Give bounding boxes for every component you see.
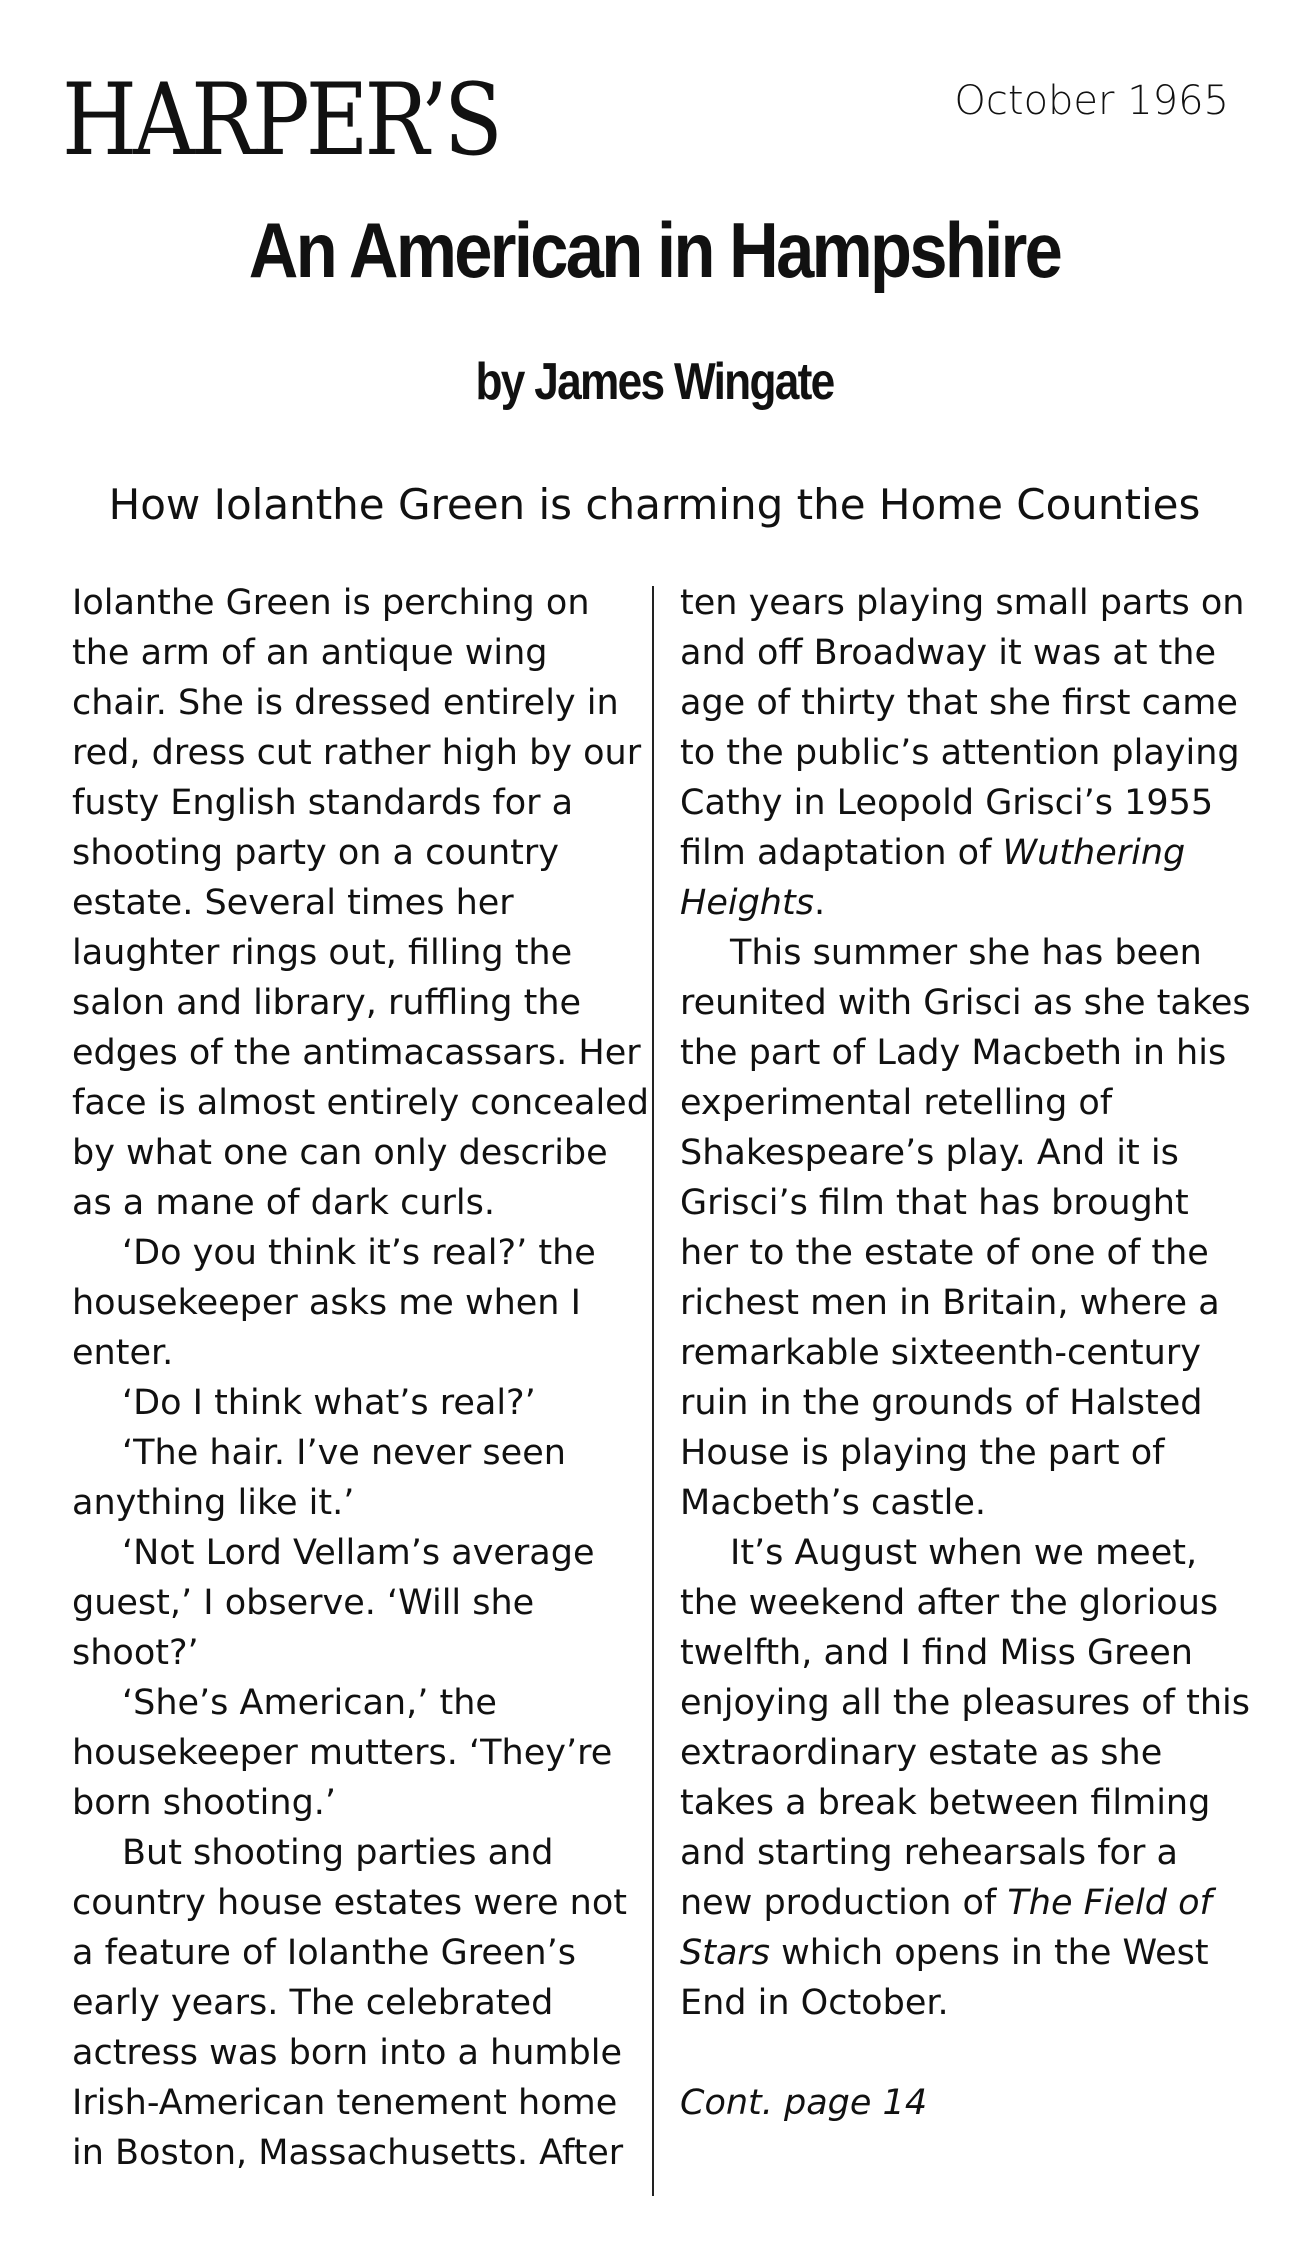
text-line: the arm of an antique wing	[72, 633, 548, 673]
text-line: laughter rings out, filling the	[72, 933, 573, 973]
text-line: red, dress cut rather high by our	[72, 733, 642, 773]
issue-date: October 1965	[954, 78, 1229, 124]
text-line: housekeeper asks me when I	[72, 1283, 581, 1323]
text-line: her to the estate of one of the	[680, 1233, 1209, 1273]
text-line: richest men in Britain, where a	[680, 1283, 1220, 1323]
play-title-italic: The Field of	[1007, 1883, 1212, 1923]
text-line: edges of the antimacassars. Her	[72, 1033, 641, 1073]
text-line: It’s August when we meet,	[730, 1533, 1198, 1573]
text-line: and off Broadway it was at the	[680, 633, 1216, 673]
text-line: reunited with Grisci as she takes	[680, 983, 1251, 1023]
text-line: the part of Lady Macbeth in his	[680, 1033, 1227, 1073]
text-line: estate. Several times her	[72, 883, 514, 923]
text-line: twelfth, and I find Miss Green	[680, 1633, 1193, 1673]
text-line: Grisci’s film that has brought	[680, 1183, 1189, 1223]
text-line: House is playing the part of	[680, 1433, 1165, 1473]
text-line: age of thirty that she first came	[680, 683, 1238, 723]
article-byline: by James Wingate	[475, 353, 834, 411]
text-line	[680, 878, 1240, 928]
text-segment: .	[813, 883, 826, 923]
text-line: the weekend after the glorious	[680, 1583, 1219, 1623]
film-title-italic: Heights	[680, 883, 814, 923]
text-line: End in October.	[680, 1983, 949, 2023]
text-line	[680, 1878, 1240, 1928]
text-line: remarkable sixteenth-century	[680, 1333, 1201, 1373]
text-line: ruin in the grounds of Halsted	[680, 1383, 1203, 1423]
text-segment: which opens in the West	[770, 1933, 1209, 1973]
magazine-logo	[62, 44, 499, 179]
text-line: a feature of Iolanthe Green’s	[72, 1933, 576, 1973]
text-line: housekeeper mutters. ‘They’re	[72, 1733, 613, 1773]
text-line: Shakespeare’s play. And it is	[680, 1133, 1179, 1173]
text-line: ‘Do I think what’s real?’	[122, 1383, 536, 1423]
text-line: chair. She is dressed entirely in	[72, 683, 619, 723]
text-line: fusty English standards for a	[72, 783, 574, 823]
column-divider	[652, 586, 654, 2196]
text-line: This summer she has been	[730, 933, 1202, 973]
text-line: actress was born into a humble	[72, 2033, 622, 2073]
text-line: country house estates were not	[72, 1883, 627, 1923]
text-line: shoot?’	[72, 1633, 199, 1673]
play-title-italic: Stars	[680, 1933, 771, 1973]
continued-note: Cont. page 14	[680, 2083, 928, 2123]
text-line: in Boston, Massachusetts. After	[72, 2133, 624, 2173]
text-line: ‘Do you think it’s real?’ the	[122, 1233, 596, 1273]
film-title-italic: Wuthering	[1002, 833, 1186, 873]
article-headline: An American in Hampshire	[248, 206, 1061, 294]
text-line: early years. The celebrated	[72, 1983, 554, 2023]
text-line	[680, 1928, 1240, 1978]
text-line: face is almost entirely concealed	[72, 1083, 649, 1123]
text-line: anything like it.’	[72, 1483, 355, 1523]
text-line: Cathy in Leopold Grisci’s 1955	[680, 783, 1214, 823]
text-line: born shooting.’	[72, 1783, 337, 1823]
left-column	[72, 578, 649, 2178]
text-line: ‘Not Lord Vellam’s average	[122, 1533, 595, 1573]
article-subtitle: How Iolanthe Green is charming the Home Counties	[108, 480, 1201, 529]
text-line: experimental retelling of	[680, 1083, 1113, 1123]
text-line	[680, 828, 1240, 878]
paragraph-gap	[680, 2028, 1240, 2078]
text-line: ‘She’s American,’ the	[122, 1683, 497, 1723]
text-line: ‘The hair. I’ve never seen	[122, 1433, 566, 1473]
text-line: extraordinary estate as she	[680, 1733, 1163, 1773]
text-line: guest,’ I observe. ‘Will she	[72, 1583, 535, 1623]
text-line: enter.	[72, 1333, 174, 1373]
text-line: Irish-American tenement home	[72, 2083, 618, 2123]
text-line: salon and library, ruffling the	[72, 983, 582, 1023]
text-line: takes a break between filming	[680, 1783, 1211, 1823]
text-line: as a mane of dark curls.	[72, 1183, 495, 1223]
text-segment: film adaptation of	[680, 833, 1003, 873]
logo-text: HARPER’S	[62, 63, 499, 179]
text-line: Iolanthe Green is perching on	[72, 583, 590, 623]
text-line: and starting rehearsals for a	[680, 1833, 1178, 1873]
text-line: ten years playing small parts on	[680, 583, 1245, 623]
text-line: Macbeth’s castle.	[680, 1483, 987, 1523]
right-column	[680, 578, 1251, 2128]
text-line: by what one can only describe	[72, 1133, 608, 1173]
text-line: shooting party on a country	[72, 833, 559, 873]
text-line: enjoying all the pleasures of this	[680, 1683, 1250, 1723]
text-segment: new production of	[680, 1883, 1008, 1923]
text-line: to the public’s attention playing	[680, 733, 1240, 773]
text-line: But shooting parties and	[122, 1833, 554, 1873]
